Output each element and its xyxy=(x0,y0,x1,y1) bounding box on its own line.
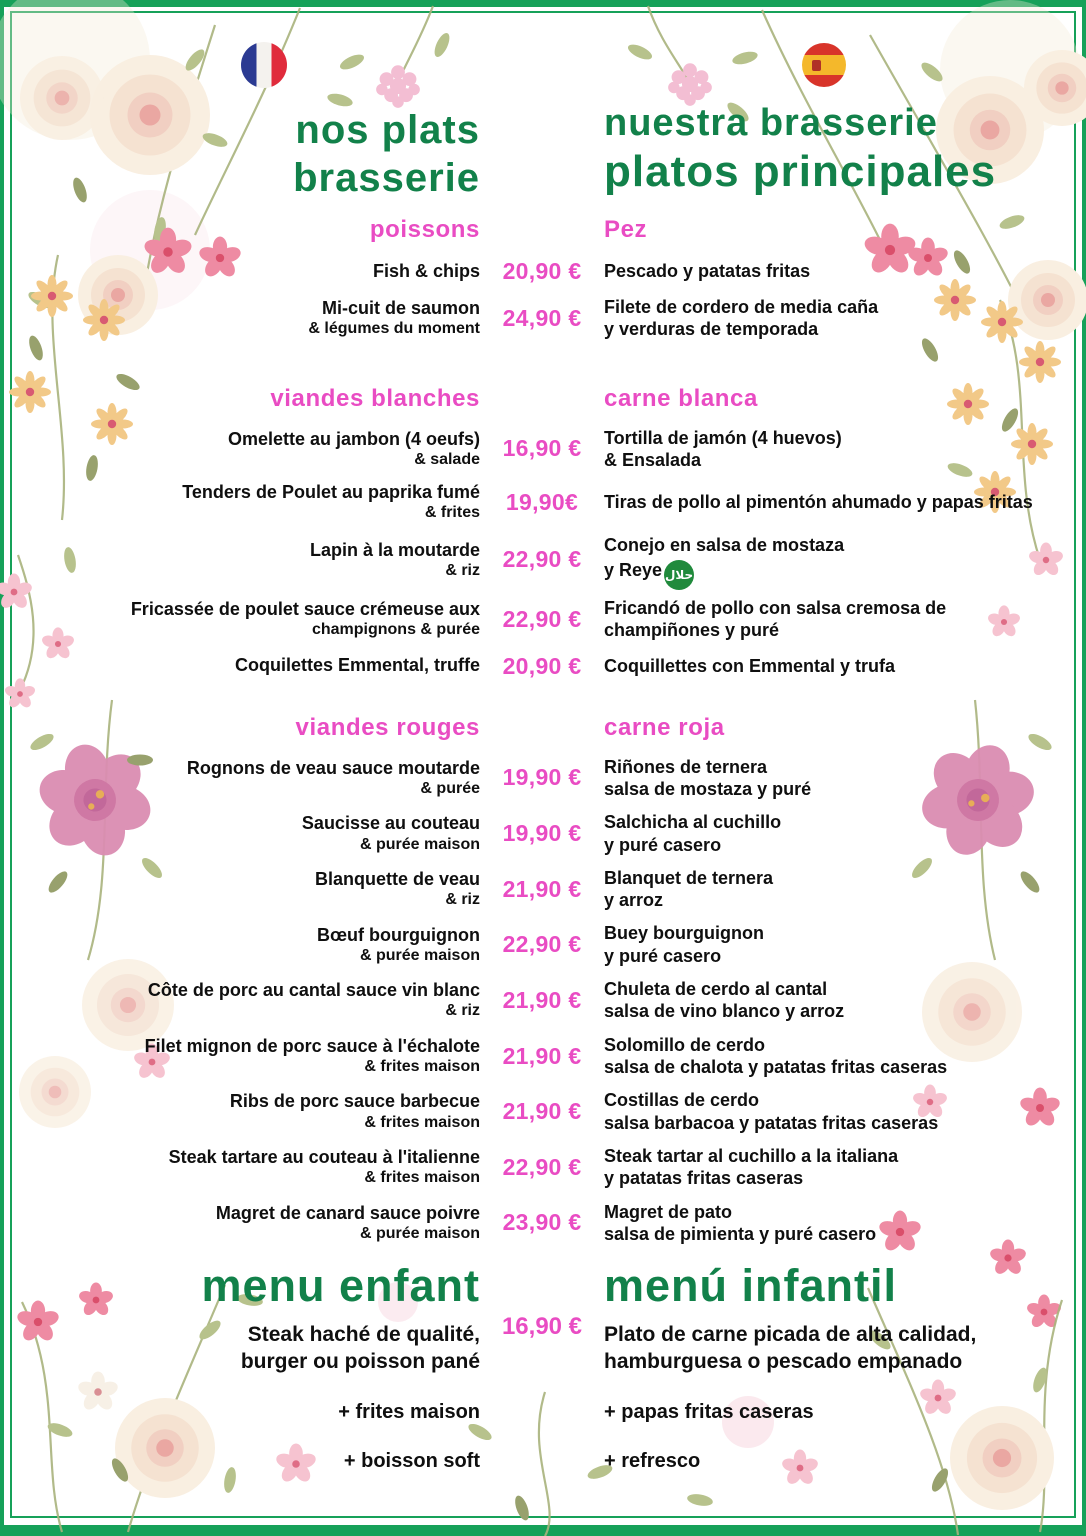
item-sub-es: y verduras de temporada xyxy=(604,319,819,340)
item-sub-es: y puré casero xyxy=(604,834,722,855)
item-name-es: Buey bourguignon xyxy=(604,923,764,944)
french-menu-title xyxy=(60,106,480,202)
kids-extra-fries-fr: + frites maison xyxy=(338,1401,480,1424)
item-name-es: Filete de cordero de media caña xyxy=(604,297,879,317)
item-sub-es: salsa de mostaza y puré xyxy=(604,778,812,799)
menu-item-row xyxy=(60,867,1042,912)
item-sub-es: y patatas fritas caseras xyxy=(604,1168,804,1189)
item-name-es: Fricandó de pollo con salsa cremosa de xyxy=(604,597,947,618)
kids-menu-desc-fr: Steak haché de qualité, burger ou poisson pané xyxy=(240,1322,480,1374)
item-name-es: Steak tartar al cuchillo a la italiana xyxy=(604,1145,899,1166)
item-sub-fr: & frites maison xyxy=(364,1169,480,1187)
french-title-line2: brasserie xyxy=(293,156,480,200)
menu-item-row xyxy=(60,1145,1042,1190)
item-price: 22,90 € xyxy=(502,546,582,573)
kids-menu-title-fr: menu enfant xyxy=(201,1260,480,1312)
item-sub-fr: & purée maison xyxy=(359,835,480,853)
item-sub-es: & Ensalada xyxy=(604,449,702,470)
item-sub-es: champiñones y puré xyxy=(604,620,780,641)
menu-item-row xyxy=(60,1201,1042,1246)
menu-item-row xyxy=(60,978,1042,1023)
item-price: 23,90 € xyxy=(502,1209,582,1236)
item-name-fr: Coquilettes Emmental, truffe xyxy=(234,655,480,676)
item-sub-es: salsa de chalota y patatas fritas caseras xyxy=(604,1057,948,1078)
spain-coat-of-arms xyxy=(812,60,821,71)
item-price: 22,90 € xyxy=(502,1153,582,1180)
item-price: 22,90 € xyxy=(502,931,582,958)
item-name-fr: Omelette au jambon (4 oeufs) xyxy=(227,428,480,449)
kids-extra-drink-es: + refresco xyxy=(604,1450,701,1473)
item-price: 19,90€ xyxy=(505,488,579,515)
item-name-es: Chuleta de cerdo al cantal xyxy=(604,979,828,1000)
item-name-es: Blanquet de ternera xyxy=(604,867,774,888)
item-name-es: Conejo en salsa de mostaza xyxy=(604,534,845,555)
menu-item-row xyxy=(60,1034,1042,1079)
menu-item-row xyxy=(60,258,1042,285)
item-sub-es: y Reye حلال xyxy=(604,556,1042,586)
french-flag-icon xyxy=(241,42,287,88)
item-name-fr: Mi-cuit de saumon xyxy=(321,298,480,319)
section-header-white-meat xyxy=(60,385,1042,413)
item-name-es: Riñones de ternera xyxy=(604,756,768,777)
item-name-fr: Rognons de veau sauce moutarde xyxy=(186,757,480,778)
section-title-es: Pez xyxy=(604,216,648,243)
item-name-fr: Bœuf bourguignon xyxy=(317,924,480,945)
kids-menu xyxy=(60,1261,1042,1473)
kids-menu-desc-es: Plato de carne picada de alta calidad, hamburguesa o pescado empanado xyxy=(604,1322,977,1374)
menu-item-row xyxy=(60,534,1042,586)
section-header-red-meat xyxy=(60,714,1042,742)
item-sub-fr: & salade xyxy=(414,450,480,468)
item-sub-es: salsa barbacoa y patatas fritas caseras xyxy=(604,1112,939,1133)
item-price: 20,90 € xyxy=(502,258,582,284)
item-sub-fr: & frites xyxy=(424,504,480,522)
spanish-title-line2: platos principales xyxy=(604,146,997,196)
menu-item-row xyxy=(60,427,1042,472)
item-sub-fr: & purée maison xyxy=(359,1224,480,1242)
item-price: 19,90 € xyxy=(502,820,582,847)
item-name-fr: Ribs de porc sauce barbecue xyxy=(229,1091,480,1112)
item-price: 21,90 € xyxy=(502,875,582,902)
item-sub-es: y arroz xyxy=(604,890,664,911)
item-name-es: Tortilla de jamón (4 huevos) xyxy=(604,427,842,448)
item-sub-fr: & riz xyxy=(445,1002,480,1020)
menu-item-row xyxy=(60,756,1042,801)
item-name-es: Coquillettes con Emmental y trufa xyxy=(604,655,896,676)
halal-badge: حلال xyxy=(664,560,694,590)
item-sub-fr: & purée xyxy=(420,779,480,797)
item-price: 21,90 € xyxy=(502,986,582,1013)
spanish-menu-title xyxy=(604,102,1054,198)
item-name-es: Pescado y patatas fritas xyxy=(604,261,811,282)
french-title-line1: nos plats xyxy=(295,108,480,152)
item-name-fr: Filet mignon de porc sauce à l'échalote xyxy=(144,1035,480,1056)
item-sub-fr: & riz xyxy=(445,891,480,909)
menu-body xyxy=(60,216,1042,1473)
section-title-fr: viandes rouges xyxy=(295,713,480,741)
section-title-es: carne roja xyxy=(604,713,725,741)
menu-item-row xyxy=(60,597,1042,642)
item-price: 22,90 € xyxy=(502,605,582,632)
item-sub-fr: & légumes du moment xyxy=(308,320,480,338)
section-title-fr: viandes blanches xyxy=(270,384,480,412)
menu-item-row xyxy=(60,922,1042,967)
item-sub-es: salsa de pimienta y puré casero xyxy=(604,1223,877,1244)
item-sub-es: salsa de vino blanco y arroz xyxy=(604,1001,845,1022)
menu-item-row xyxy=(60,296,1042,341)
item-name-fr: Fricassée de poulet sauce crémeuse aux xyxy=(130,599,480,620)
item-name-fr: Steak tartare au couteau à l'italienne xyxy=(168,1147,480,1168)
menu-item-row xyxy=(60,811,1042,856)
item-sub-fr: & purée maison xyxy=(359,946,480,964)
item-name-es: Tiras de pollo al pimentón ahumado y papas fritas xyxy=(604,492,1033,513)
item-name-fr: Côte de porc au cantal sauce vin blanc xyxy=(147,980,480,1001)
item-price: 21,90 € xyxy=(502,1098,582,1125)
item-name-es: Costillas de cerdo xyxy=(604,1090,760,1111)
item-name-es: Magret de pato xyxy=(604,1201,733,1222)
kids-menu-price: 16,90 € xyxy=(501,1313,583,1341)
item-name-es: Salchicha al cuchillo xyxy=(604,812,782,833)
item-price: 20,90 € xyxy=(502,652,582,679)
item-price: 19,90 € xyxy=(502,764,582,791)
spanish-title-line1: nuestra brasserie xyxy=(604,102,938,144)
kids-menu-title-es: menú infantil xyxy=(604,1260,897,1312)
item-price: 16,90 € xyxy=(502,435,582,462)
section-header-fish xyxy=(60,216,1042,244)
section-title-es: carne blanca xyxy=(604,384,758,412)
spanish-flag-icon xyxy=(802,43,846,87)
kids-extra-drink-fr: + boisson soft xyxy=(343,1450,480,1473)
item-name-fr: Lapin à la moutarde xyxy=(309,539,480,560)
menu-item-row xyxy=(60,1089,1042,1134)
menu-item-row xyxy=(60,482,1042,522)
item-sub-fr: & frites maison xyxy=(364,1113,480,1131)
section-title-fr: poissons xyxy=(369,216,480,243)
kids-extra-fries-es: + papas fritas caseras xyxy=(604,1401,814,1424)
item-name-fr: Blanquette de veau xyxy=(314,868,480,889)
item-name-fr: Fish & chips xyxy=(372,260,480,281)
item-name-fr: Tenders de Poulet au paprika fumé xyxy=(182,482,480,503)
item-sub-fr: & riz xyxy=(445,561,480,579)
item-price: 24,90 € xyxy=(502,304,582,331)
item-sub-fr: & frites maison xyxy=(364,1058,480,1076)
item-name-es: Solomillo de cerdo xyxy=(604,1034,766,1055)
item-sub-es: y puré casero xyxy=(604,945,722,966)
item-price: 21,90 € xyxy=(502,1042,582,1069)
item-sub-fr: champignons & purée xyxy=(311,621,480,639)
item-name-fr: Saucisse au couteau xyxy=(301,813,480,834)
item-name-fr: Magret de canard sauce poivre xyxy=(215,1202,480,1223)
menu-item-row xyxy=(60,653,1042,680)
